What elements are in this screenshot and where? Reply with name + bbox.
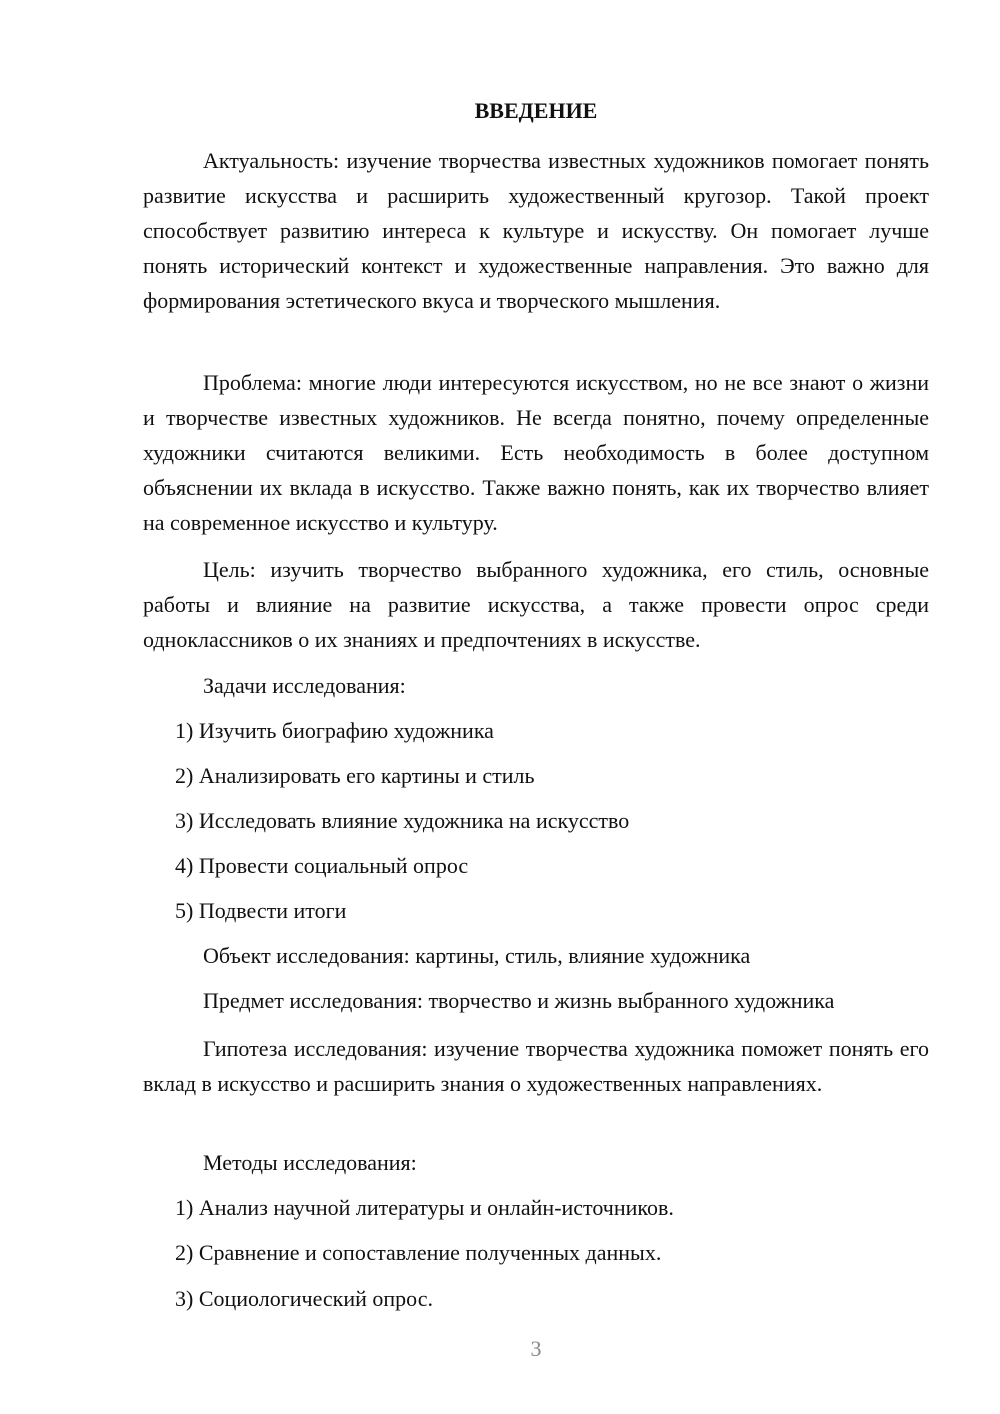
research-subject: Предмет исследования: творчество и жизнь выбранного художника	[203, 988, 835, 1013]
problem-paragraph: Проблема: многие люди интересуются искусством, но не все знают о жизни и творчестве известных художников. Не всегда понятно, почему определенные художники считаются великими. Есть необходимость в более доступном объяснении их вклада в искусство. Также важно понять, как их творчество влияет на современное искусство и культуру.	[143, 370, 929, 535]
method-item: 1) Анализ научной литературы и онлайн-источников.	[175, 1195, 674, 1220]
relevance-paragraph: Актуальность: изучение творчества известных художников помогает понять развитие искусства и расширить художественный кругозор. Такой проект способствует развитию интереса к культуре и искусству. Он помогает лучше понять исторический контекст и художественные направления. Это важно для формирования эстетического вкуса и творческого мышления.	[143, 148, 929, 313]
research-object: Объект исследования: картины, стиль, влияние художника	[203, 943, 751, 968]
method-item: 3) Социологический опрос.	[175, 1286, 433, 1311]
method-item: 2) Сравнение и сопоставление полученных данных.	[175, 1240, 662, 1265]
hypothesis-paragraph: Гипотеза исследования: изучение творчества художника поможет понять его вклад в искусство и расширить знания о художественных направлениях.	[143, 1036, 929, 1096]
page-title: ВВЕДЕНИЕ	[474, 98, 598, 123]
task-item: 5) Подвести итоги	[175, 898, 347, 923]
goal-paragraph: Цель: изучить творчество выбранного художника, его стиль, основные работы и влияние на развитие искусства, а также провести опрос среди одноклассников о их знаниях и предпочтениях в искусстве.	[143, 557, 929, 652]
task-item: 3) Исследовать влияние художника на искусство	[175, 808, 630, 833]
task-item: 1) Изучить биографию художника	[175, 718, 494, 743]
task-item: 4) Провести социальный опрос	[175, 853, 469, 878]
task-item: 2) Анализировать его картины и стиль	[175, 763, 535, 788]
methods-heading: Методы исследования:	[203, 1150, 417, 1175]
page-number: 3	[530, 1336, 542, 1361]
tasks-heading: Задачи исследования:	[203, 673, 406, 698]
